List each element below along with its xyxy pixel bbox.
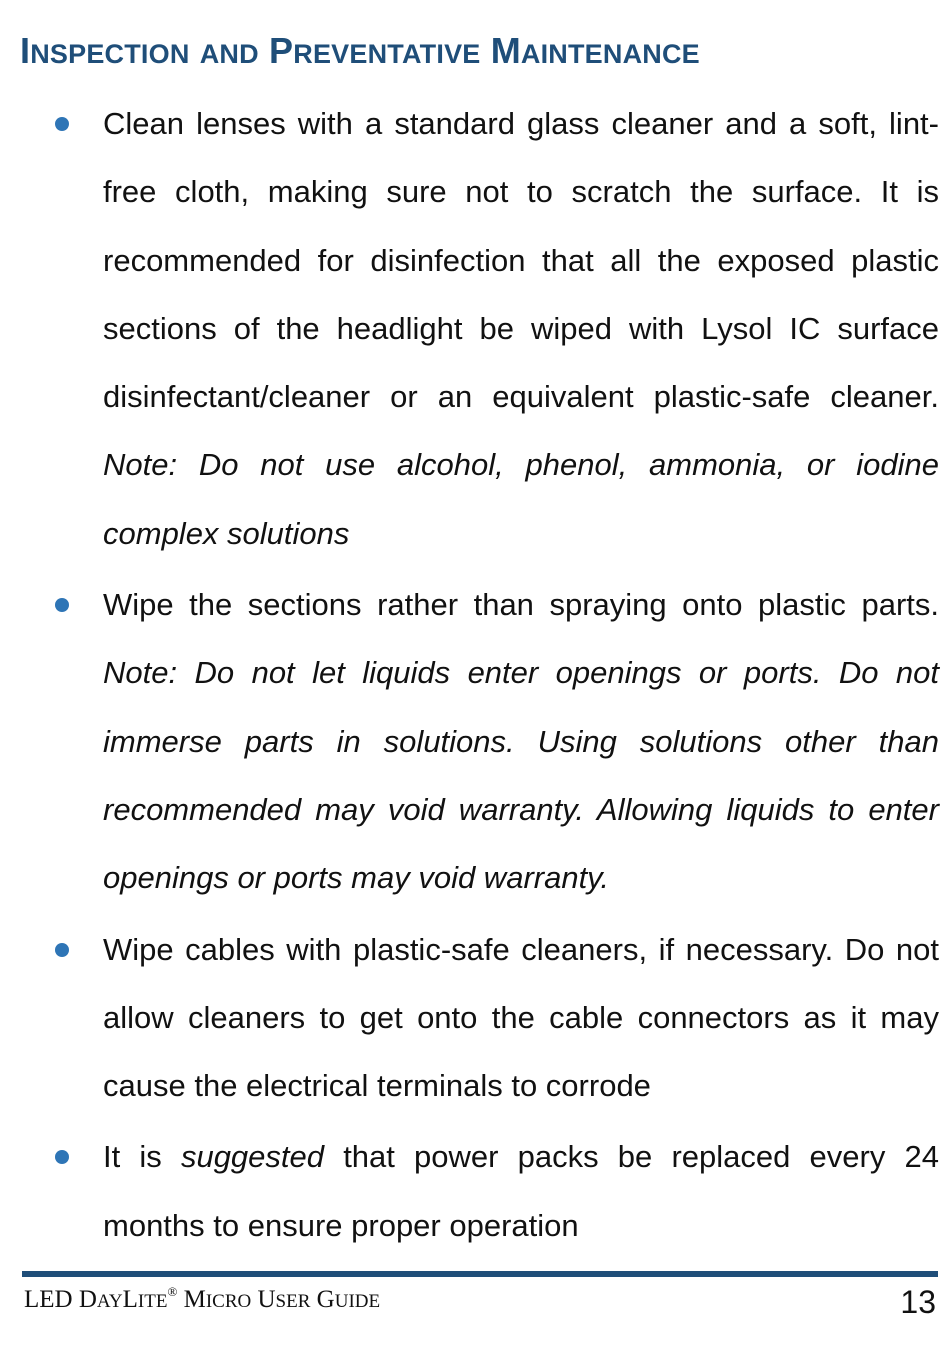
- heading-word: AINTENANCE: [520, 39, 700, 69]
- heading-word: AND: [199, 39, 259, 69]
- page-number: 13: [900, 1284, 936, 1320]
- footer-rule: [22, 1271, 938, 1277]
- bullet-text: [103, 571, 939, 912]
- heading-cap: M: [490, 30, 521, 71]
- bullet-note: Note: Do not let liquids enter openings or ports. Do not immerse parts in solutions. Using solutions other than recommended may void warranty. Allowing liquids to enter openings or ports may void warranty.: [103, 655, 939, 896]
- list-item: [0, 571, 950, 912]
- bullet-dot-icon: [55, 943, 69, 957]
- list-item: [0, 1123, 950, 1260]
- heading-word: NSPECTION: [30, 39, 190, 69]
- footer-word: ICRO: [205, 1291, 252, 1312]
- footer-cap: G: [316, 1286, 335, 1313]
- bullet-emphasis: suggested: [180, 1139, 325, 1175]
- maintenance-list: [0, 90, 950, 1260]
- registered-mark: ®: [167, 1284, 178, 1299]
- section-heading: [20, 28, 940, 77]
- footer-word: LED: [24, 1286, 73, 1313]
- footer-word: AY: [96, 1291, 123, 1312]
- footer-word: UIDE: [334, 1291, 381, 1312]
- list-item: [0, 90, 950, 568]
- bullet-body: Wipe cables with plastic-safe cleaners, if necessary. Do not allow cleaners to get onto the cable connectors as it may cause the electrical terminals to corrode: [103, 931, 939, 1104]
- footer-word: ITE: [137, 1291, 168, 1312]
- heading-cap: P: [269, 30, 294, 71]
- heading-cap: I: [20, 30, 31, 71]
- bullet-dot-icon: [55, 117, 69, 131]
- bullet-dot-icon: [55, 1150, 69, 1164]
- bullet-note: Note: Do not use alcohol, phenol, ammonia, or iodine complex solutions: [103, 447, 939, 551]
- bullet-text: [103, 90, 939, 568]
- bullet-body: that power packs be replaced every 24 months to ensure proper operation: [103, 1139, 939, 1243]
- footer-cap: U: [257, 1286, 276, 1313]
- footer-cap: L: [122, 1286, 138, 1313]
- bullet-dot-icon: [55, 598, 69, 612]
- footer-cap: D: [78, 1286, 97, 1313]
- footer-word: SER: [275, 1291, 311, 1312]
- footer-guide-title: [24, 1284, 380, 1318]
- footer-cap: M: [183, 1286, 206, 1313]
- bullet-body: Wipe the sections rather than spraying onto plastic parts.: [103, 587, 939, 623]
- bullet-body: It is: [103, 1139, 162, 1175]
- heading-word: REVENTATIVE: [293, 39, 481, 69]
- bullet-text: [103, 916, 939, 1121]
- bullet-text: [103, 1123, 939, 1260]
- bullet-body: Clean lenses with a standard glass cleaner and a soft, lint-free cloth, making sure not to scratch the surface. It is recommended for disinfection that all the exposed plastic sections of the headlight be wiped with Lysol IC surface disinfectant/cleaner or an equivalent plastic-safe cleaner.: [103, 106, 939, 415]
- list-item: [0, 916, 950, 1121]
